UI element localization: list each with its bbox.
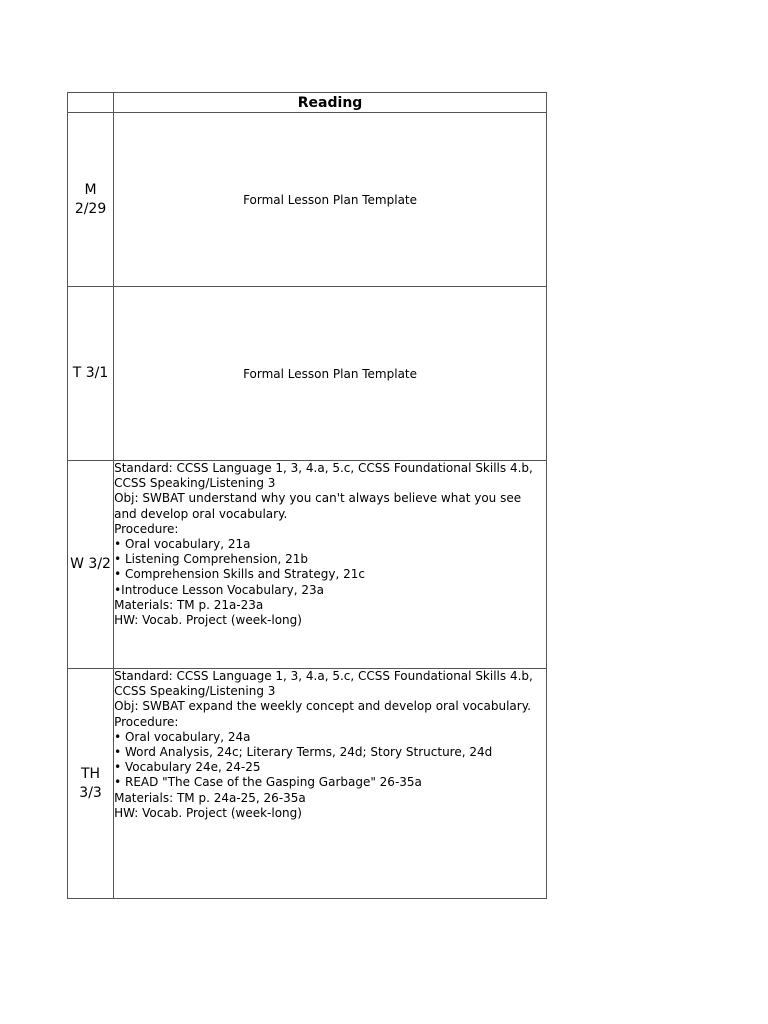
table-row (68, 113, 547, 287)
lesson-line: Standard: CCSS Language 1, 3, 4.a, 5.c, CCSS Foundational Skills 4.b, CCSS Speaking/Listening 3 (114, 669, 537, 699)
lesson-line: • Vocabulary 24e, 24-25 (114, 760, 261, 775)
day-date: 2/29 (74, 200, 107, 217)
lesson-line: Procedure: (114, 714, 179, 729)
table-row (68, 287, 547, 461)
lesson-line: HW: Vocab. Project (week-long) (114, 613, 302, 628)
lesson-cell (114, 669, 547, 899)
lesson-cell: Formal Lesson Plan Template (114, 113, 547, 287)
lesson-line: Procedure: (114, 521, 179, 536)
day-label: M (84, 181, 97, 198)
lesson-line: Obj: SWBAT expand the weekly concept and develop oral vocabulary. (114, 699, 531, 714)
lesson-line: Obj: SWBAT understand why you can't always believe what you see and develop oral vocabulary. (114, 491, 525, 521)
lesson-cell: Formal Lesson Plan Template (114, 287, 547, 461)
day-label: T 3/1 (72, 365, 109, 381)
lesson-line: HW: Vocab. Project (week-long) (114, 805, 302, 820)
lesson-plan-table (67, 92, 547, 899)
lesson-line: • Listening Comprehension, 21b (114, 552, 309, 567)
reading-header: Reading (114, 93, 547, 113)
table-row (68, 669, 547, 899)
header-row (68, 93, 547, 113)
lesson-line: • Word Analysis, 24c; Literary Terms, 24d; Story Structure, 24d (114, 745, 493, 760)
lesson-line: Materials: TM p. 21a-23a (114, 597, 264, 612)
lesson-line: Standard: CCSS Language 1, 3, 4.a, 5.c, CCSS Foundational Skills 4.b, CCSS Speaking/Listening 3 (114, 461, 537, 491)
day-label: TH (81, 765, 101, 782)
day-cell (68, 113, 114, 287)
day-header-cell (68, 93, 114, 113)
table-row (68, 461, 547, 669)
day-cell (68, 461, 114, 669)
lesson-line: • Comprehension Skills and Strategy, 21c (114, 567, 365, 582)
day-cell (68, 669, 114, 899)
lesson-cell (114, 461, 547, 669)
day-date: 3/3 (79, 784, 102, 801)
day-label: W 3/2 (70, 556, 111, 572)
lesson-line: • Oral vocabulary, 24a (114, 729, 251, 744)
lesson-line: • Oral vocabulary, 21a (114, 537, 251, 552)
lesson-line: • READ "The Case of the Gasping Garbage" 26-35a (114, 775, 422, 790)
lesson-line: Materials: TM p. 24a-25, 26-35a (114, 790, 306, 805)
lesson-line: •Introduce Lesson Vocabulary, 23a (114, 582, 324, 597)
day-cell (68, 287, 114, 461)
